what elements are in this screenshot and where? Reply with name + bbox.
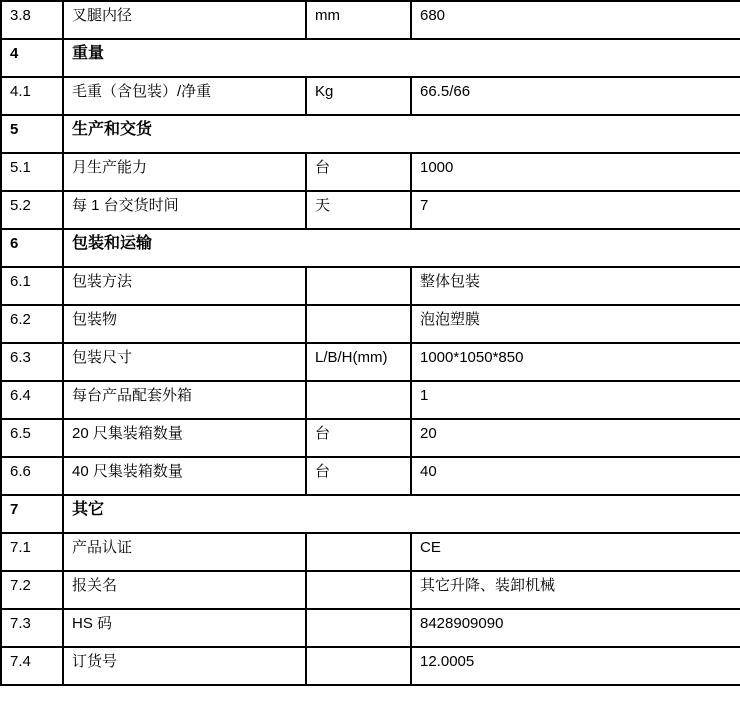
spec-unit-cell xyxy=(306,381,411,419)
spec-label-cell: 产品认证 xyxy=(63,533,306,571)
spec-unit-cell xyxy=(306,647,411,685)
spec-unit-cell: 台 xyxy=(306,419,411,457)
spec-unit-cell: mm xyxy=(306,1,411,39)
row-number-cell: 3.8 xyxy=(1,1,63,39)
row-number-cell: 5 xyxy=(1,115,63,153)
spec-value-cell: 66.5/66 xyxy=(411,77,740,115)
spec-row xyxy=(1,381,740,419)
row-number-cell: 6 xyxy=(1,229,63,267)
spec-value-cell: 泡泡塑膜 xyxy=(411,305,740,343)
spec-label-cell: 订货号 xyxy=(63,647,306,685)
spec-row xyxy=(1,533,740,571)
section-title-cell: 其它 xyxy=(63,495,740,533)
spec-value-cell: 其它升降、装卸机械 xyxy=(411,571,740,609)
spec-label-cell: 40 尺集装箱数量 xyxy=(63,457,306,495)
row-number-cell: 7 xyxy=(1,495,63,533)
row-number-cell: 5.2 xyxy=(1,191,63,229)
spec-unit-cell xyxy=(306,571,411,609)
spec-label-cell: 每台产品配套外箱 xyxy=(63,381,306,419)
spec-row xyxy=(1,457,740,495)
spec-label-cell: 每 1 台交货时间 xyxy=(63,191,306,229)
spec-value-cell: 680 xyxy=(411,1,740,39)
spec-row xyxy=(1,153,740,191)
section-header-row xyxy=(1,39,740,77)
row-number-cell: 4 xyxy=(1,39,63,77)
spec-row xyxy=(1,1,740,39)
spec-row xyxy=(1,647,740,685)
row-number-cell: 6.4 xyxy=(1,381,63,419)
spec-unit-cell: L/B/H(mm) xyxy=(306,343,411,381)
spec-label-cell: 包装物 xyxy=(63,305,306,343)
spec-unit-cell xyxy=(306,305,411,343)
spec-unit-cell xyxy=(306,609,411,647)
row-number-cell: 6.1 xyxy=(1,267,63,305)
row-number-cell: 6.6 xyxy=(1,457,63,495)
spec-value-cell: 12.0005 xyxy=(411,647,740,685)
spec-row xyxy=(1,191,740,229)
row-number-cell: 6.3 xyxy=(1,343,63,381)
spec-value-cell: CE xyxy=(411,533,740,571)
spec-row xyxy=(1,305,740,343)
spec-value-cell: 1 xyxy=(411,381,740,419)
spec-row xyxy=(1,419,740,457)
spec-value-cell: 20 xyxy=(411,419,740,457)
spec-table-body xyxy=(1,1,740,685)
row-number-cell: 7.2 xyxy=(1,571,63,609)
row-number-cell: 6.2 xyxy=(1,305,63,343)
spec-row xyxy=(1,267,740,305)
spec-label-cell: HS 码 xyxy=(63,609,306,647)
spec-unit-cell: 台 xyxy=(306,153,411,191)
spec-unit-cell xyxy=(306,533,411,571)
row-number-cell: 7.4 xyxy=(1,647,63,685)
spec-label-cell: 报关名 xyxy=(63,571,306,609)
spec-row xyxy=(1,609,740,647)
spec-unit-cell: 台 xyxy=(306,457,411,495)
spec-row xyxy=(1,77,740,115)
section-title-cell: 重量 xyxy=(63,39,740,77)
spec-value-cell: 8428909090 xyxy=(411,609,740,647)
spec-label-cell: 20 尺集装箱数量 xyxy=(63,419,306,457)
spec-value-cell: 7 xyxy=(411,191,740,229)
spec-label-cell: 叉腿内径 xyxy=(63,1,306,39)
spec-value-cell: 1000*1050*850 xyxy=(411,343,740,381)
spec-unit-cell xyxy=(306,267,411,305)
spec-label-cell: 包装方法 xyxy=(63,267,306,305)
spec-unit-cell: Kg xyxy=(306,77,411,115)
row-number-cell: 7.1 xyxy=(1,533,63,571)
section-title-cell: 生产和交货 xyxy=(63,115,740,153)
section-header-row xyxy=(1,495,740,533)
section-header-row xyxy=(1,229,740,267)
spec-row xyxy=(1,571,740,609)
spec-label-cell: 毛重（含包装）/净重 xyxy=(63,77,306,115)
row-number-cell: 6.5 xyxy=(1,419,63,457)
row-number-cell: 5.1 xyxy=(1,153,63,191)
section-header-row xyxy=(1,115,740,153)
row-number-cell: 4.1 xyxy=(1,77,63,115)
section-title-cell: 包装和运输 xyxy=(63,229,740,267)
spec-value-cell: 1000 xyxy=(411,153,740,191)
row-number-cell: 7.3 xyxy=(1,609,63,647)
spec-label-cell: 月生产能力 xyxy=(63,153,306,191)
spec-value-cell: 40 xyxy=(411,457,740,495)
spec-unit-cell: 天 xyxy=(306,191,411,229)
spec-value-cell: 整体包装 xyxy=(411,267,740,305)
spec-row xyxy=(1,343,740,381)
spec-label-cell: 包装尺寸 xyxy=(63,343,306,381)
